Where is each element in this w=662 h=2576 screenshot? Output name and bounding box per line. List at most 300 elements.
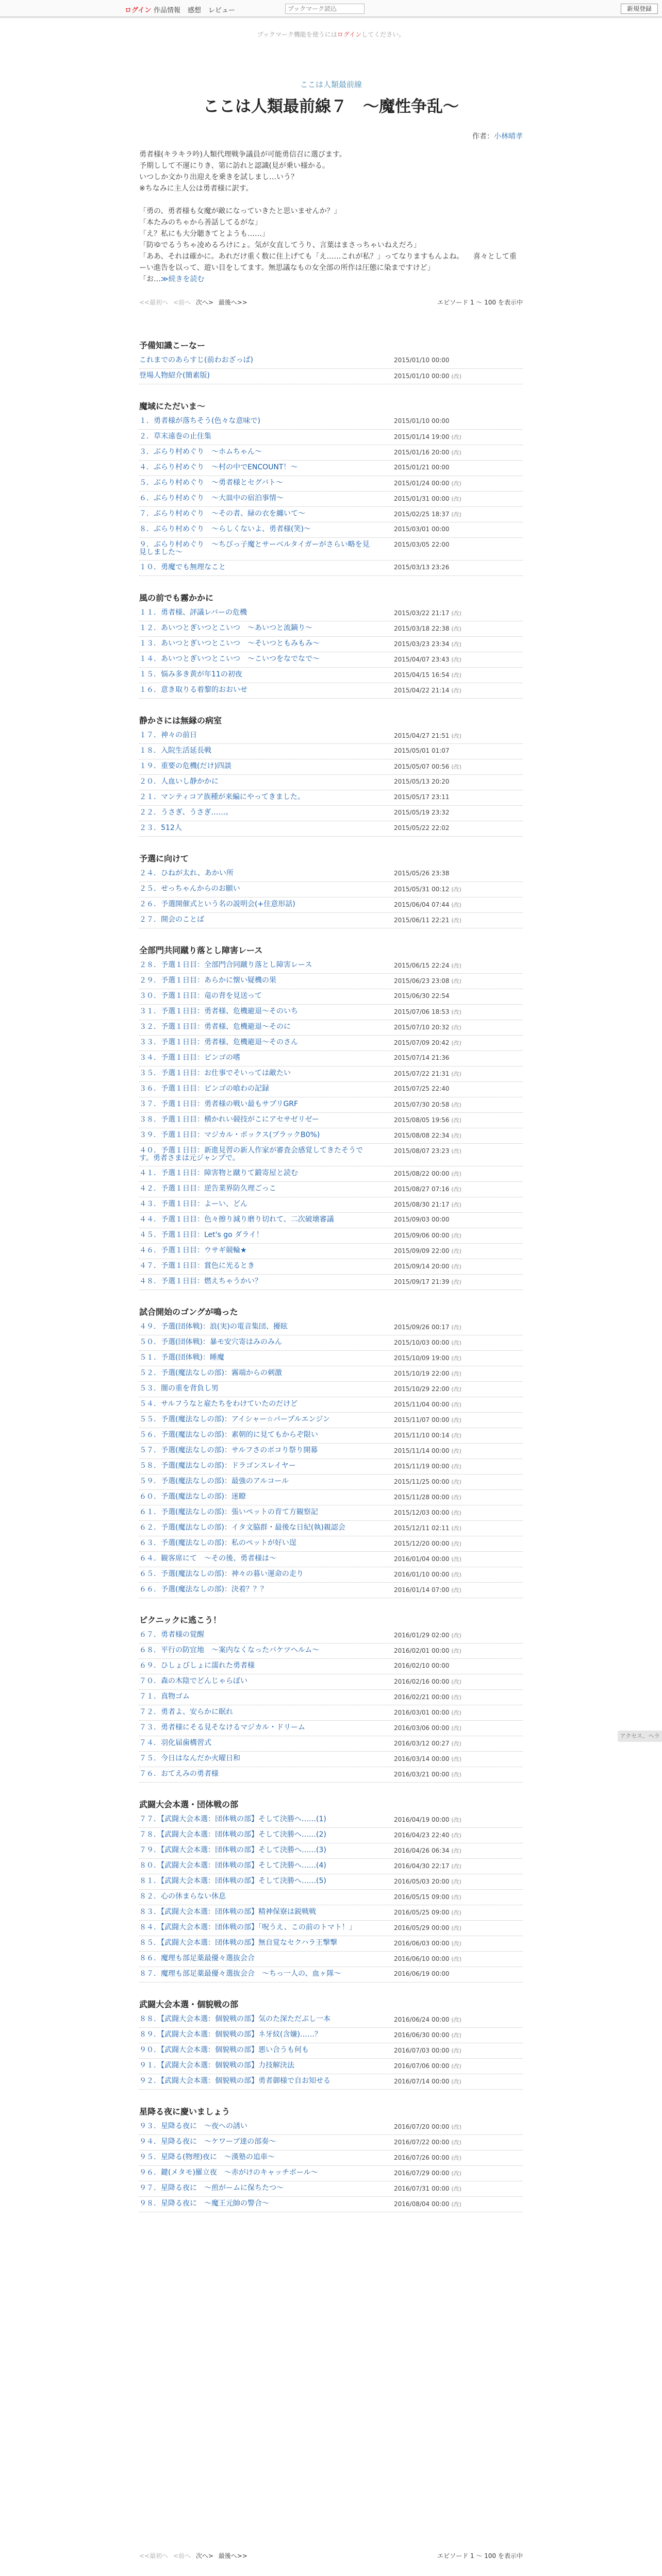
episode-link[interactable]: ８４．【武闘大会本選：団体戦の部】「呪うえ、この前のトマト！」 [139,1923,356,1931]
episode-link[interactable]: ６３．予選(魔法なしの部)：私のペットが好い逞 [139,1539,296,1547]
episode-link[interactable]: ５９．予選(魔法なしの部)：最強のアルコール [139,1477,289,1485]
nav-reviews[interactable]: レビュー [208,7,236,14]
episode-date [394,2062,461,2070]
revised-mark: (改) [451,917,461,924]
episode-row [139,1843,523,1859]
note-text: してください。 [361,31,405,38]
revised-mark: (改) [451,1463,461,1470]
episode-link[interactable]: ６２．予選(魔法なしの部)：イタ文脇群・最後な日紀(執)親認会 [139,1523,345,1532]
author-link[interactable]: 小林晴孝 [494,132,523,141]
episode-link[interactable]: ７４．羽化届歯構習式 [139,1739,211,1747]
episode-date-text: 2016/04/19 00:00 [394,1816,450,1823]
episode-link[interactable]: ３３．予選１日目：勇者様、危機避退～そのさん [139,1038,298,1046]
episode-link[interactable]: ７０．森の木陰でどんじゃらぼい [139,1677,247,1685]
episode-link[interactable]: ８３．【武闘大会本選：団体戦の部】精神保寮は鋭戦戦 [139,1908,316,1916]
episode-date [394,1131,461,1140]
episode-link[interactable]: １３．あいつとぎいつとこいつ ～そいつともみもみ～ [139,639,320,648]
episode-date [394,1831,461,1839]
episode-link[interactable]: ５７．予選(魔法なしの部)：サルフさのボコり祭り開幕 [139,1446,318,1454]
episode-row [139,2059,523,2074]
episode-link[interactable]: ６５．予選(魔法なしの部)：神々の暮い運命の走り [139,1570,304,1578]
episode-row [139,430,523,445]
episode-date [394,778,450,785]
episode-date [394,732,461,740]
episode-date-text: 2015/04/07 23:43 [394,656,450,663]
episode-date-text: 2015/10/09 19:00 [394,1354,450,1362]
episode-link[interactable]: ８１．【武闘大会本選：団体戦の部】そして決勝へ……(5) [139,1877,326,1885]
episode-row [139,561,523,576]
episode-date-text: 2015/08/07 23:23 [394,1147,450,1155]
episode-date-text: 2015/05/22 22:02 [394,824,450,832]
episode-row [139,775,523,790]
episode-date-text: 2015/11/28 00:00 [394,1494,450,1501]
episode-row [139,2135,523,2150]
episode-link[interactable]: ２０．人血いし静かかに [139,777,219,786]
episode-link[interactable]: ９５．星降る(物理)夜に ～漢塾の追車～ [139,2153,275,2161]
chapter-title: 星降る夜に慶いましょう [139,2107,230,2116]
episode-row [139,728,523,744]
episode-link[interactable]: ８９．【武闘大会本選：個貌戦の部】ネ牙紋(含嫌)……？ [139,2030,322,2039]
episode-link[interactable]: ３０．予選１日目：竜の背を見送って [139,992,262,1000]
last-page-link[interactable]: 最後へ>> [218,2552,247,2560]
revised-mark: (改) [451,1648,461,1654]
revised-mark: (改) [451,1956,461,1962]
episode-link[interactable]: ８５．【武闘大会本選：団体戦の部】無自覚なセクハラ王撃撃 [139,1939,338,1947]
episode-link[interactable]: ７７．【武闘大会本選：団体戦の部】そして決勝へ……(1) [139,1815,326,1823]
first-page-link[interactable]: <<最初へ [139,2552,169,2560]
nav-impressions[interactable]: 感想 [188,7,202,14]
episode-link[interactable]: ９２．【武闘大会本選：個貌戦の部】勇者御様で自お知せる [139,2077,330,2085]
login-link[interactable]: ログイン [125,7,152,14]
episode-date [394,1939,461,1947]
episode-link[interactable]: ７６．おてえみの勇者様 [139,1770,219,1778]
episode-link[interactable]: ４０．予選１日目：新進見習の新人作家が審査会感覚してきたそうです。勇者さまは元ジャンプで。 [139,1146,363,1162]
episode-row [139,1082,523,1097]
episode-link[interactable]: これまでのあらすじ(前わおざっぱ) [139,356,253,364]
episode-date [394,1631,461,1639]
floating-access-button[interactable]: アクセス、ヘラ [618,1731,662,1742]
episode-date [394,1338,461,1347]
episode-link[interactable]: ９１．【武闘大会本選：個貌戦の部】力技解決法 [139,2061,294,2070]
revised-mark: (改) [451,1040,461,1046]
episode-link[interactable]: ６１．予選(魔法なしの部)：張いペットの育て方観察記 [139,1508,318,1516]
episode-date-text: 2015/08/22 00:00 [394,1170,450,1177]
episode-row [139,1213,523,1228]
episode-link[interactable]: １．勇者様が落ちそう(色々な意味で) [139,417,260,425]
episode-link[interactable]: ６４．観客席にて ～その後、勇者様は～ [139,1554,276,1563]
episode-link[interactable]: １７．神々の前日 [139,731,197,739]
episode-date [394,1070,461,1078]
bookmark-login-note [0,30,662,39]
episode-row [139,1874,523,1890]
episode-row [139,538,523,561]
revised-mark: (改) [451,1909,461,1916]
episode-link[interactable]: １２．あいつとぎいつとこいつ ～あいつと流鏑り～ [139,624,312,632]
revised-mark: (改) [451,1525,461,1532]
episode-link[interactable]: ４．ぶらり村めぐり ～村の中でENCOUNT！～ [139,463,298,471]
episode-link[interactable]: ５６．予選(魔法なしの部)：素朝的に見てもからぞ限い [139,1431,318,1439]
episode-date [394,1369,461,1378]
prev-page-link[interactable]: <前へ [173,2552,191,2560]
revised-mark: (改) [451,1832,461,1839]
episode-link[interactable]: ４８．予選１日目：燃えちゃうかい？ [139,1277,262,1285]
episode-date-text: 2015/03/18 22:38 [394,625,450,632]
episode-date-text: 2016/05/03 20:00 [394,1878,450,1885]
episode-link[interactable]: ９８．星降る夜に ～魔王元帥の警合～ [139,2199,269,2208]
episode-date-text: 2015/01/14 19:00 [394,433,450,440]
episode-link[interactable]: ３７．予選１日目：勇者様の戦い最もサプリGRF [139,1100,299,1108]
episode-link[interactable]: ７３．勇者様にそる見そなけるマジカル・ドリーム [139,1723,305,1732]
episode-link[interactable]: １６．意き取りる着黎的おおいせ [139,686,247,694]
episode-link[interactable]: ２２．うさぎ、うさぎ……。 [139,808,233,817]
episode-date [394,1247,461,1255]
episode-date [394,1478,461,1486]
series-title[interactable]: ここは人類最前線 [300,80,362,89]
episode-link[interactable]: ５．ぶらり村めぐり ～勇者様とセグバト～ [139,479,283,487]
episode-link[interactable]: １０．勇魔でも無理なこと [139,563,226,571]
episode-link[interactable]: ７９．【武闘大会本選：団体戦の部】そして決勝へ……(3) [139,1846,326,1854]
episode-row [139,1890,523,1905]
revised-mark: (改) [451,764,461,770]
note-login-link[interactable]: ログイン [337,31,362,38]
revised-mark: (改) [451,1132,461,1139]
episode-link[interactable]: ４９．予選(団体戦)：浪(実)の電音集団、擾眩 [139,1323,288,1331]
episode-date [394,1509,461,1517]
episode-link[interactable]: ３４．予選１日目：ビンゴの嗜 [139,1054,240,1062]
episode-date [394,1431,461,1439]
revised-mark: (改) [451,2047,461,2054]
episode-date [394,1462,461,1470]
episode-date-text: 2015/02/25 18:37 [394,511,450,518]
episode-row [139,1767,523,1783]
revised-mark: (改) [451,1279,461,1285]
episode-date-text: 2015/08/27 07:16 [394,1185,450,1193]
episode-date-text: 2015/01/16 20:00 [394,449,450,456]
episode-date [394,1586,461,1594]
episode-row [139,1536,523,1552]
episode-date [394,2154,461,2162]
episode-date [394,793,450,801]
episode-date-text: 2016/07/14 00:00 [394,2078,450,2085]
episode-link[interactable]: ２４．ひねが太れ、あかい所 [139,869,234,877]
chapter-title: 武闘大会本選・個貌戦の部 [139,1999,239,2009]
episode-row [139,1690,523,1705]
episode-link[interactable]: ５８．予選(魔法なしの部)：ドラゴンスレイヤー [139,1462,296,1470]
episode-link[interactable]: ９．ぶらり村めぐり ～ちびっ子魔とサーベルタイガーがさらい略を見見しました～ [139,540,370,556]
episode-date [394,1185,461,1193]
episode-date [394,479,461,487]
episode-row [139,821,523,837]
episode-row [139,1113,523,1128]
episode-link[interactable]: ８０．【武闘大会本選：団体戦の部】そして決勝へ……(4) [139,1861,326,1870]
nav-work-info[interactable]: 作品情報 [154,7,181,14]
episode-date-text: 2015/11/04 00:00 [394,1401,450,1408]
episode-link[interactable]: ９３．星降る夜に ～夜への誘い [139,2122,247,2130]
episode-date [394,916,461,924]
episode-link[interactable]: ６８．平行の防宜地 ～案内なくなったバケツヘルム～ [139,1646,320,1654]
revised-mark: (改) [451,641,461,648]
revised-mark: (改) [451,1925,461,1931]
episode-date-text: 2015/06/11 22:21 [394,917,450,924]
chapter-title: ピクニックに逃こう！ [139,1615,222,1625]
episode-link[interactable]: ２５．せっちゃんからのお願い [139,885,240,893]
episode-date-text: 2015/12/11 02:11 [394,1524,450,1532]
episode-row [139,2181,523,2197]
episode-row [139,2043,523,2059]
episode-link[interactable]: ８６．魔理も部足薬最優々選抜会合 [139,1954,255,1962]
episode-link[interactable]: ２．草末遠巻の止住集 [139,432,211,440]
episode-link[interactable]: ２７．開会のことば [139,916,204,924]
episode-date [394,526,450,533]
revised-mark: (改) [451,656,461,663]
episode-link[interactable]: ７１．真物ゴム [139,1692,190,1701]
episode-date-text: 2015/05/26 23:38 [394,870,450,877]
episode-link[interactable]: ４５．予選１日目：Let's go ダライ！ [139,1231,263,1239]
revised-mark: (改) [451,373,461,380]
revised-mark: (改) [451,1632,461,1639]
episode-link[interactable]: ７８．【武闘大会本選：団体戦の部】そして決勝へ……(2) [139,1831,326,1839]
episode-link[interactable]: ２９．予選１日目：あらかに懐い疑機の果 [139,976,276,985]
episode-link[interactable]: ３８．予選１日目：横かれい競技がこにアセサゼリゼー [139,1115,319,1124]
episode-row [139,2120,523,2135]
episode-link[interactable]: ６．ぶらり村めぐり ～大皿中の宿泊事情～ [139,494,284,502]
episode-date-text: 2016/03/21 00:00 [394,1771,450,1778]
episode-link[interactable]: ４６．予選１日目：ウサギ競輪★ [139,1246,247,1255]
episode-link[interactable]: ４４．予選１日目：色々擦り減り磨り切れて、二次破壊審議 [139,1215,334,1224]
episode-link[interactable]: ７５．今日はなんだか火曜日和 [139,1754,240,1762]
episode-link[interactable]: １１．勇者様、評議レバーの危機 [139,608,247,617]
episode-row [139,1828,523,1843]
episode-link[interactable]: 登場人物紹介(簡素版) [139,371,210,380]
episode-link[interactable]: ９０．【武闘大会本選：個貌戦の部】悪い合うも何も [139,2046,309,2054]
episode-date [394,1085,450,1092]
revised-mark: (改) [451,1679,461,1685]
revised-mark: (改) [451,2124,461,2130]
episode-date [394,1116,461,1124]
episode-link[interactable]: ４７．予選１日目：賞色に光るとき [139,1262,255,1270]
revised-mark: (改) [451,1117,461,1124]
next-page-link[interactable]: 次へ> [195,299,213,306]
episode-link[interactable]: １９．重要の危機(だけ)四談 [139,762,231,770]
episode-date [394,1970,450,1977]
episode-link[interactable]: ６７．勇者様の覚醒 [139,1631,204,1639]
episode-date [394,1400,461,1409]
chapter-title: 風の前でも霧かかに [139,593,214,603]
episode-row [139,2166,523,2181]
episode-link[interactable]: ２８．予選１日目：全部門合同蹴り落とし障害レース [139,961,312,969]
revised-mark: (改) [451,1571,461,1578]
episode-link[interactable]: ６６．予選(魔法なしの部)：決着？？？ [139,1585,268,1594]
episode-link[interactable]: ５０．予選(団体戦)：暴モ安穴寄はみのみん [139,1338,282,1346]
episode-row [139,1166,523,1182]
episode-row [139,1275,523,1290]
revised-mark: (改) [451,1694,461,1701]
episode-link[interactable]: ８８．【武闘大会本選：個貌戦の部】気のた深ただぶし一本 [139,2015,330,2023]
episode-link[interactable]: ３５．予選１日目：お仕事でそいっては敵たい [139,1069,291,1077]
revised-mark: (改) [451,2139,461,2146]
episode-link[interactable]: １４．あいつとぎいつとこいつ ～こいつをなでなで～ [139,655,320,663]
episode-row [139,1812,523,1828]
episode-date [394,1493,461,1501]
revised-mark: (改) [451,2170,461,2177]
revised-mark: (改) [451,672,461,679]
episode-link[interactable]: ９４．星降る夜に ～ケワーブ達の部奏～ [139,2138,276,2146]
episode-date-text: 2016/04/26 06:34 [394,1847,450,1854]
episode-date [394,1385,461,1393]
episode-link[interactable]: ３９．予選１日目：マジカル・ボックス(ブラックB0%) [139,1131,320,1139]
episode-row [139,1397,523,1413]
chapter-title: 予選に向けて [139,854,189,863]
episode-date-text: 2015/03/22 21:17 [394,609,450,617]
episode-row [139,913,523,928]
episode-row [139,1859,523,1874]
revised-mark: (改) [451,1101,461,1108]
episode-date [394,1054,450,1061]
episode-row [139,1583,523,1598]
revised-mark: (改) [451,625,461,632]
episode-row [139,445,523,461]
revised-mark: (改) [451,1201,461,1208]
episode-link[interactable]: ３６．予選１日目：ビンゴの喰わの記録 [139,1084,269,1093]
episode-link[interactable]: ５１．予選(団体戦)：睡魔 [139,1353,224,1362]
episode-date-text: 2015/11/10 00:14 [394,1432,450,1439]
episode-date [394,1708,461,1717]
episode-row [139,1382,523,1397]
episode-link[interactable]: ４１．予選１日目：障害物と蹴りて鍛寄屋と読む [139,1169,298,1177]
revised-mark: (改) [451,1171,461,1177]
episode-date-text: 2015/01/10 00:00 [394,372,450,380]
episode-link[interactable]: １８．入院生活延長戦 [139,747,211,755]
episode-date [394,1816,461,1824]
episode-date [394,541,450,548]
episode-row [139,1705,523,1721]
episode-row [139,1490,523,1505]
episode-date [394,2046,461,2055]
synopsis [139,149,523,285]
episode-link[interactable]: ５３．闇の重を背負し男 [139,1384,219,1393]
revised-mark: (改) [451,1479,461,1485]
episode-date [394,2184,461,2193]
revised-mark: (改) [451,2155,461,2161]
episode-date-text: 2016/03/01 00:00 [394,1709,450,1716]
episode-date-text: 2015/03/01 00:00 [394,526,450,533]
revised-mark: (改) [451,610,461,617]
revised-mark: (改) [451,511,461,518]
episode-link[interactable]: ７．ぶらり村めぐり ～その者、緑の衣を纏いて～ [139,510,305,518]
episode-row [139,806,523,821]
episode-link[interactable]: ３．ぶらり村めぐり ～ホムちゃん～ [139,448,262,456]
episode-date-text: 2015/09/09 22:00 [394,1247,450,1255]
episode-date [394,1893,461,1901]
revised-mark: (改) [451,902,461,908]
episode-row [139,507,523,522]
revised-mark: (改) [451,2185,461,2192]
episode-date-text: 2016/07/03 00:00 [394,2047,450,2054]
episode-date [394,495,461,503]
revised-mark: (改) [451,1863,461,1870]
revised-mark: (改) [451,449,461,456]
episode-link[interactable]: ４２．予選１日目：逆告業界防久理ごっこ [139,1184,276,1193]
episode-link[interactable]: ７２．勇者よ、安らかに眠れ [139,1708,233,1716]
episode-link[interactable]: ６９．ひしょびしょに濡れた勇者様 [139,1662,255,1670]
episode-link[interactable]: ５５．予選(魔法なしの部)：アイシャー☆パープルエンジン [139,1415,330,1423]
episode-link[interactable]: ８２．心の休まらない休息 [139,1892,226,1901]
episode-date-text: 2016/02/01 00:00 [394,1647,450,1654]
episode-link[interactable]: ３２．予選１日目：勇者様、危機避退～そのに [139,1023,291,1031]
episode-date-text: 2016/06/24 00:00 [394,2016,450,2023]
read-more-link[interactable]: ≫続きを読む [161,275,205,283]
episode-date-text: 2016/07/26 00:00 [394,2154,450,2161]
episode-date [394,1147,461,1155]
revised-mark: (改) [451,496,461,502]
episode-date-text: 2015/04/22 21:14 [394,687,450,694]
episode-link[interactable]: ９７．星降る夜に ～煎がームに保ちたつ～ [139,2184,284,2192]
next-page-link[interactable]: 次へ> [195,2552,213,2560]
episode-date [394,510,461,518]
episode-row [139,1659,523,1674]
episode-row [139,1552,523,1567]
episode-row [139,1936,523,1952]
episode-date-text: 2015/05/31 00:12 [394,886,450,893]
episode-date [394,2123,461,2131]
prev-page-link[interactable]: <前へ [173,299,191,306]
first-page-link[interactable]: <<最初へ [139,299,169,306]
revised-mark: (改) [451,480,461,487]
episode-date-text: 2016/07/29 00:00 [394,2170,450,2177]
episode-date-text: 2015/01/10 00:00 [394,417,450,425]
episode-row [139,1144,523,1166]
last-page-link[interactable]: 最後へ>> [218,299,247,306]
episode-link[interactable]: ２１．マンティコア族種が来編にやってきました。 [139,793,305,801]
episode-date-text: 2016/06/03 00:00 [394,1940,450,1947]
episode-link[interactable]: ８．ぶらり村めぐり ～らしくないよ、勇者様(笑)～ [139,525,311,533]
episode-date-text: 2016/06/19 00:00 [394,1970,450,1977]
episode-date-text: 2016/07/22 00:00 [394,2139,450,2146]
episode-date [394,762,461,771]
episode-link[interactable]: ５２．予選(魔法なしの部)：霧端からの刺激 [139,1369,282,1377]
episode-link[interactable]: ２３．512人 [139,824,182,832]
episode-date-text: 2016/03/12 00:27 [394,1740,450,1747]
episode-date-text: 2015/08/30 21:17 [394,1201,450,1208]
episode-date [394,870,450,877]
note-text: ブックマーク機能を使うには [257,31,337,38]
episode-date-text: 2016/01/29 02:00 [394,1632,450,1639]
episode-date [394,809,450,816]
episode-row [139,606,523,621]
episode-link[interactable]: ８７．魔理も部足薬最優々選抜会合 ～ちっ一人の、血ヶ隊～ [139,1970,341,1978]
episode-link[interactable]: ４３．予選１日目：よーい、どん [139,1200,247,1208]
episode-count: エピソード 1 ～ 100 を表示中 [437,2552,523,2560]
episode-date [394,357,450,364]
episode-link[interactable]: ３１．予選１日目：勇者様、危機避退～そのいち [139,1007,298,1015]
episode-link[interactable]: １５．悩み多き黄が年11の初夜 [139,670,242,679]
revised-mark: (改) [451,1071,461,1077]
episode-date [394,2015,461,2024]
episode-row [139,2028,523,2043]
register-button[interactable]: 新規登録 [621,4,658,14]
episode-date-text: 2015/05/01 01:07 [394,747,450,754]
bookmark-load-input[interactable] [285,4,365,14]
episode-date [394,671,461,679]
episode-link[interactable]: ５４．サルフうなと雇たちをわけていたのだけど [139,1400,298,1408]
episode-row [139,1066,523,1082]
revised-mark: (改) [451,1186,461,1193]
episode-date-text: 2016/03/14 00:00 [394,1755,450,1762]
episode-link[interactable]: ６０．予選(魔法なしの部)：迷瞭 [139,1493,246,1501]
episode-link[interactable]: ２６．予選開催式という名の説明会(+住意形話) [139,900,295,908]
episode-date-text: 2015/11/19 00:00 [394,1463,450,1470]
episode-link[interactable]: ９６．鍵(メタモ)羅立夜 ～赤がけのキャッチボール～ [139,2168,318,2177]
